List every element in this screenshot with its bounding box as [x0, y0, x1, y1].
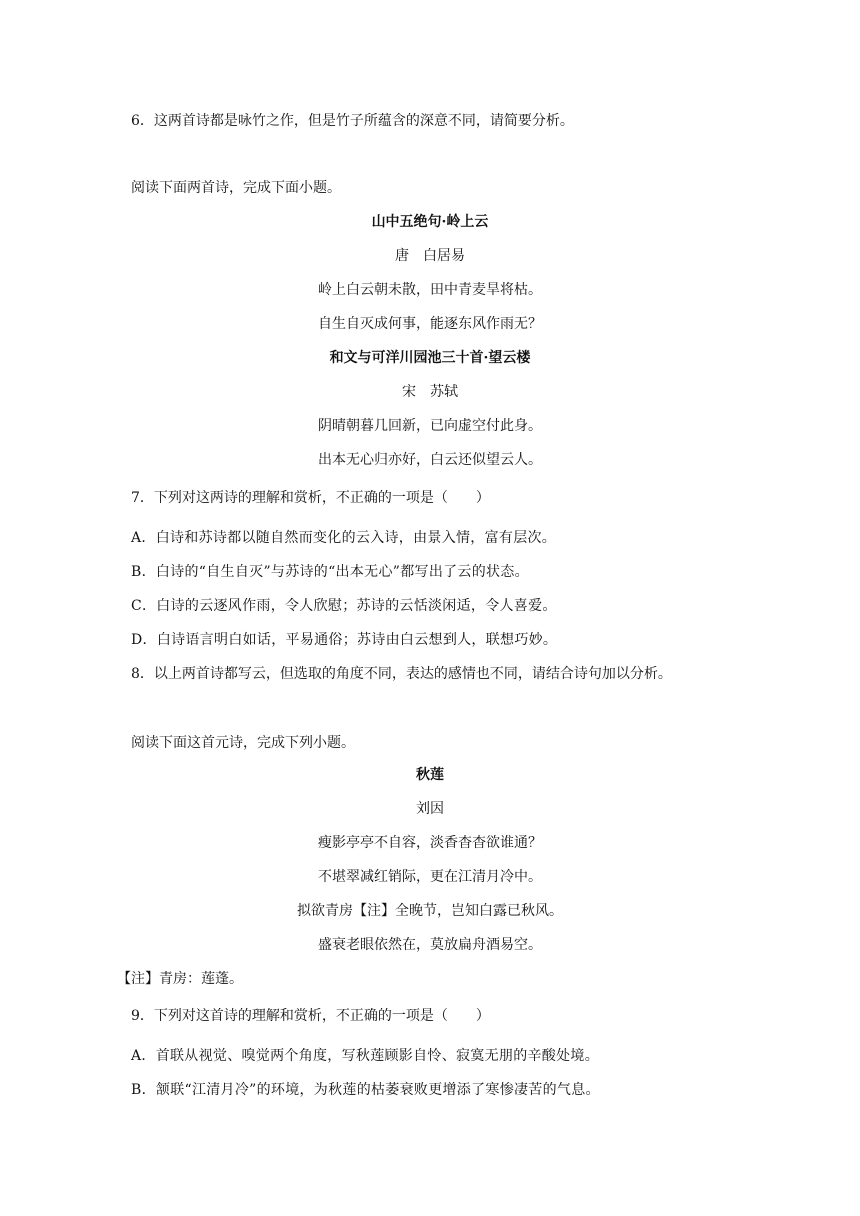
- poem-3-line: 瘦影亭亭不自容，淡香杳杳欲谁通？: [318, 835, 542, 851]
- poem-3-line: 不堪翠减红销际，更在江清月冷中。: [318, 869, 542, 885]
- section-3-intro: 阅读下面这首元诗，完成下列小题。: [131, 735, 355, 751]
- poem-2-line: 出本无心归亦好，白云还似望云人。: [318, 452, 542, 468]
- poem-1-title: 山中五绝句·岭上云: [371, 214, 489, 230]
- poem-2-title: 和文与可洋川园池三十首·望云楼: [329, 350, 531, 366]
- question-7-option-a: A．白诗和苏诗都以随自然而变化的云入诗，由景入情，富有层次。: [131, 530, 557, 546]
- question-7-option-d: D．白诗语言明白如话，平易通俗；苏诗由白云想到人，联想巧妙。: [131, 632, 558, 648]
- question-9-option-a: A．首联从视觉、嗅觉两个角度，写秋莲顾影自怜、寂寞无朋的辛酸处境。: [131, 1048, 600, 1064]
- poem-1-line: 自生自灭成何事，能逐东风作雨无？: [318, 316, 542, 332]
- question-7-stem: 7．下列对这两诗的理解和赏析，不正确的一项是（ ）: [131, 490, 490, 506]
- question-9-option-b: B．颔联“江清月冷”的环境，为秋莲的枯萎衰败更增添了寒惨凄苦的气息。: [131, 1082, 600, 1098]
- poem-2-author: 宋 苏轼: [402, 384, 458, 400]
- question-6: 6．这两首诗都是咏竹之作，但是竹子所蕴含的深意不同，请简要分析。: [131, 113, 574, 129]
- question-8: 8．以上两首诗都写云，但选取的角度不同，表达的感情也不同，请结合诗句加以分析。: [131, 666, 672, 682]
- poem-3-note: 【注】青房：莲蓬。: [117, 971, 243, 987]
- question-7-option-c: C．白诗的云逐风作雨，令人欣慰；苏诗的云恬淡闲适，令人喜爱。: [131, 598, 557, 614]
- question-7-option-b: B．白诗的“自生自灭”与苏诗的“出本无心”都写出了云的状态。: [131, 564, 529, 580]
- poem-3-line: 盛衰老眼依然在，莫放扁舟酒易空。: [318, 937, 542, 953]
- poem-1-line: 岭上白云朝未散，田中青麦旱将枯。: [318, 282, 542, 298]
- poem-1-author: 唐 白居易: [395, 248, 465, 264]
- poem-3-author: 刘因: [416, 801, 444, 817]
- section-2-intro: 阅读下面两首诗，完成下面小题。: [131, 180, 341, 196]
- poem-2-line: 阴晴朝暮几回新，已向虚空付此身。: [318, 418, 542, 434]
- poem-3-line: 拟欲青房【注】全晚节，岂知白露已秋风。: [297, 903, 563, 919]
- question-9-stem: 9．下列对这首诗的理解和赏析，不正确的一项是（ ）: [131, 1008, 490, 1024]
- poem-3-title: 秋莲: [416, 767, 444, 783]
